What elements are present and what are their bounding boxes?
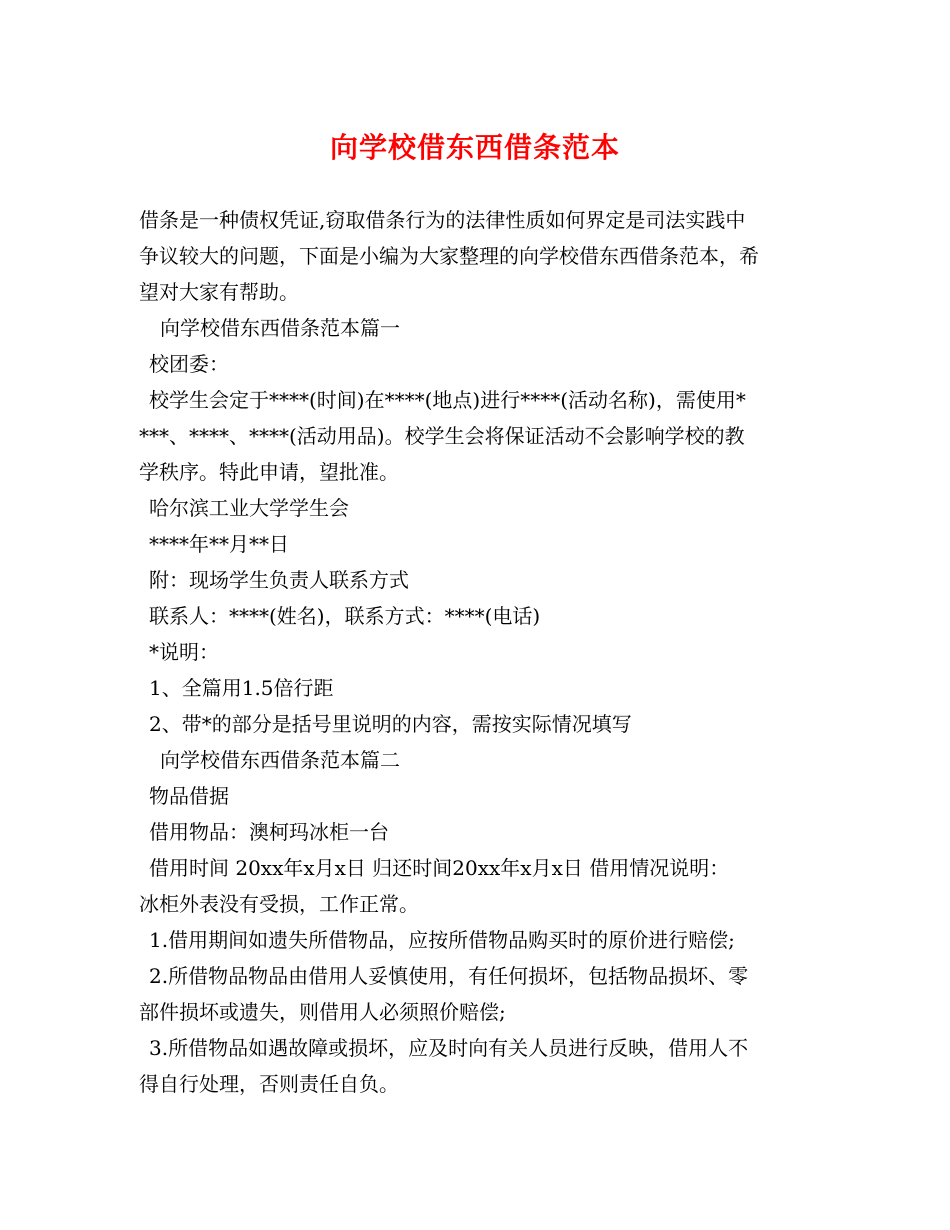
paragraph-intro-line: 借条是一种债权凭证,窃取借条行为的法律性质如何界定是司法实践中 — [139, 208, 746, 232]
paragraph-intro-line: 争议较大的问题，下面是小编为大家整理的向学校借东西借条范本，希 — [139, 244, 759, 268]
document-body — [139, 202, 819, 1102]
clause-item: 1.借用期间如遗失所借物品，应按所借物品购买时的原价进行赔偿; — [149, 928, 735, 952]
addressee: 校团委： — [149, 352, 229, 376]
request-body-line: 校学生会定于****(时间)在****(地点)进行****(活动名称)，需使用* — [149, 388, 746, 412]
receipt-heading: 物品借据 — [149, 784, 229, 808]
borrow-period-line: 借用时间 20xx年x月x日 归还时间20xx年x月x日 借用情况说明： — [149, 856, 730, 880]
note-item: 2、带*的部分是括号里说明的内容，需按实际情况填写 — [149, 712, 632, 736]
contact-info: 联系人：****(姓名)，联系方式：****(电话) — [149, 604, 541, 628]
document-title: 向学校借东西借条范本 — [329, 131, 620, 164]
signature-date: ****年**月**日 — [149, 532, 289, 556]
notes-heading: *说明： — [149, 640, 219, 664]
section-heading-two: 向学校借东西借条范本篇二 — [160, 748, 400, 772]
signature-organization: 哈尔滨工业大学学生会 — [149, 496, 349, 520]
note-item: 1、全篇用1.5倍行距 — [149, 676, 334, 700]
paragraph-intro-line: 望对大家有帮助。 — [139, 280, 299, 304]
borrow-period-line: 冰柜外表没有受损，工作正常。 — [139, 892, 419, 916]
clause-item: 2.所借物品物品由借用人妥慎使用，有任何损坏，包括物品损坏、零 — [149, 964, 749, 988]
request-body-line: 学秩序。特此申请，望批准。 — [139, 460, 399, 484]
borrowed-item: 借用物品：澳柯玛冰柜一台 — [149, 820, 389, 844]
attachment-note: 附：现场学生负责人联系方式 — [149, 568, 409, 592]
clause-item: 3.所借物品如遇故障或损坏，应及时向有关人员进行反映，借用人不 — [149, 1036, 749, 1060]
request-body-line: ***、****、****(活动用品)。校学生会将保证活动不会影响学校的教 — [139, 424, 745, 448]
section-heading-one: 向学校借东西借条范本篇一 — [160, 316, 400, 340]
clause-item: 部件损坏或遗失，则借用人必须照价赔偿; — [139, 1000, 506, 1024]
clause-item: 得自行处理，否则责任自负。 — [139, 1072, 399, 1096]
